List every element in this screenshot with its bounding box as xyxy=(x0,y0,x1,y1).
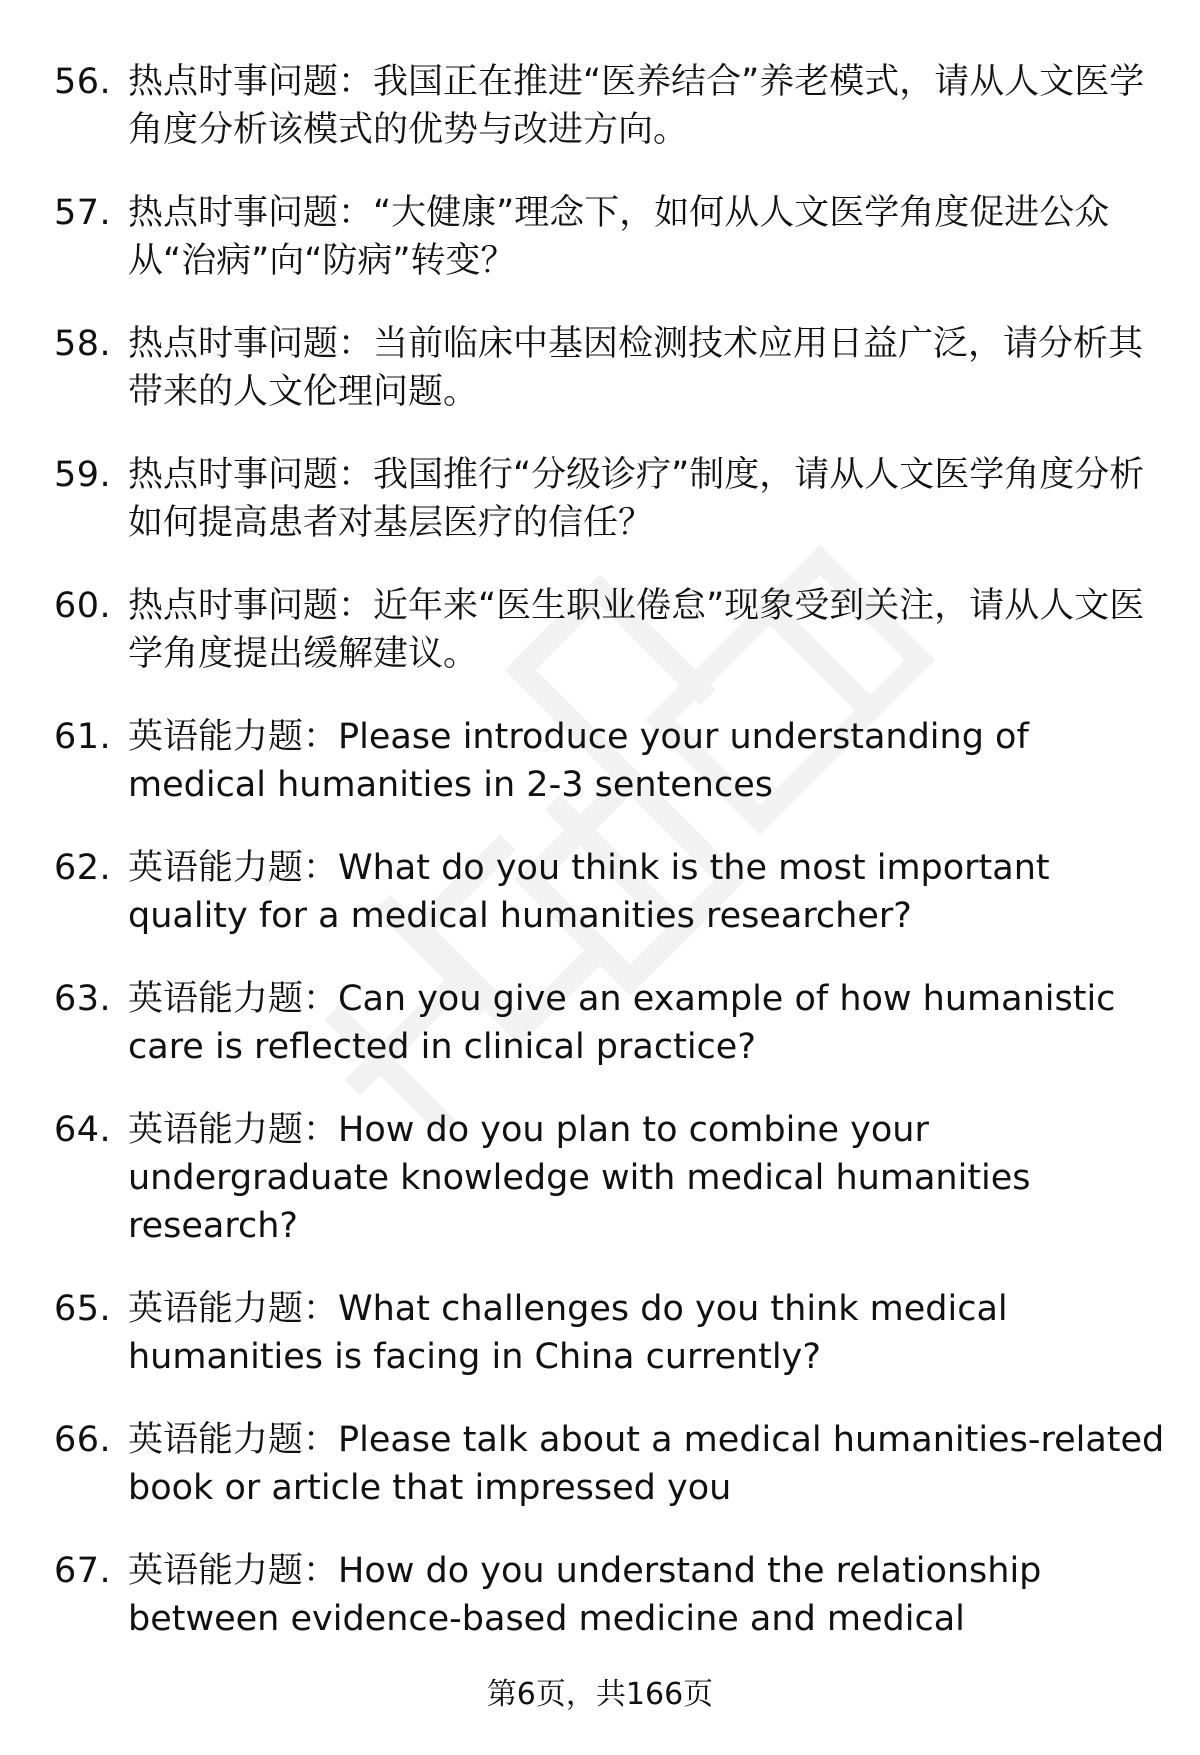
list-item xyxy=(0,320,1200,416)
item-text: 英语能力题：What challenges do you think medical humanities is facing in China currently? xyxy=(128,1289,1008,1377)
list-item xyxy=(0,1416,1200,1512)
item-number: 67. xyxy=(54,1551,112,1591)
list-item xyxy=(0,975,1200,1071)
item-number: 62. xyxy=(54,848,112,888)
item-text: 英语能力题：What do you think is the most important quality for a medical humanities researcher? xyxy=(128,848,1050,936)
item-text: 英语能力题：Please introduce your understanding of medical humanities in 2-3 sentences xyxy=(128,717,1029,805)
list-item xyxy=(0,1547,1200,1643)
item-number: 59. xyxy=(54,455,112,495)
item-text: 热点时事问题：我国推行“分级诊疗”制度，请从人文医学角度分析如何提高患者对基层医疗的信任？ xyxy=(128,455,1145,543)
question-list xyxy=(0,58,1200,1643)
item-text: 英语能力题：Please talk about a medical humanities-related book or article that impressed you xyxy=(128,1420,1165,1508)
item-number: 56. xyxy=(54,62,112,102)
page-footer: 第6页，共166页 xyxy=(486,1677,714,1712)
item-number: 57. xyxy=(54,193,112,233)
item-number: 66. xyxy=(54,1420,112,1460)
list-item xyxy=(0,58,1200,154)
item-text: 英语能力题：Can you give an example of how humanistic care is reflected in clinical practice? xyxy=(128,979,1116,1067)
list-item xyxy=(0,451,1200,547)
list-item xyxy=(0,1106,1200,1250)
item-number: 61. xyxy=(54,717,112,757)
list-item xyxy=(0,713,1200,809)
item-number: 58. xyxy=(54,324,112,364)
item-text: 英语能力题：How do you understand the relationship between evidence-based medicine and medical xyxy=(128,1551,1042,1639)
list-item xyxy=(0,844,1200,940)
item-text: 热点时事问题：近年来“医生职业倦怠”现象受到关注，请从人文医学角度提出缓解建议。 xyxy=(128,586,1145,674)
list-item xyxy=(0,1285,1200,1381)
item-number: 63. xyxy=(54,979,112,1019)
item-text: 热点时事问题：我国正在推进“医养结合”养老模式，请从人文医学角度分析该模式的优势与改进方向。 xyxy=(128,62,1145,150)
list-item xyxy=(0,582,1200,678)
item-text: 热点时事问题：“大健康”理念下，如何从人文医学角度促进公众从“治病”向“防病”转变？ xyxy=(128,193,1110,281)
list-item xyxy=(0,189,1200,285)
item-number: 65. xyxy=(54,1289,112,1329)
item-number: 64. xyxy=(54,1110,112,1150)
item-number: 60. xyxy=(54,586,112,626)
item-text: 英语能力题：How do you plan to combine your undergraduate knowledge with medical humanities research? xyxy=(128,1110,1031,1246)
item-text: 热点时事问题：当前临床中基因检测技术应用日益广泛，请分析其带来的人文伦理问题。 xyxy=(128,324,1144,412)
